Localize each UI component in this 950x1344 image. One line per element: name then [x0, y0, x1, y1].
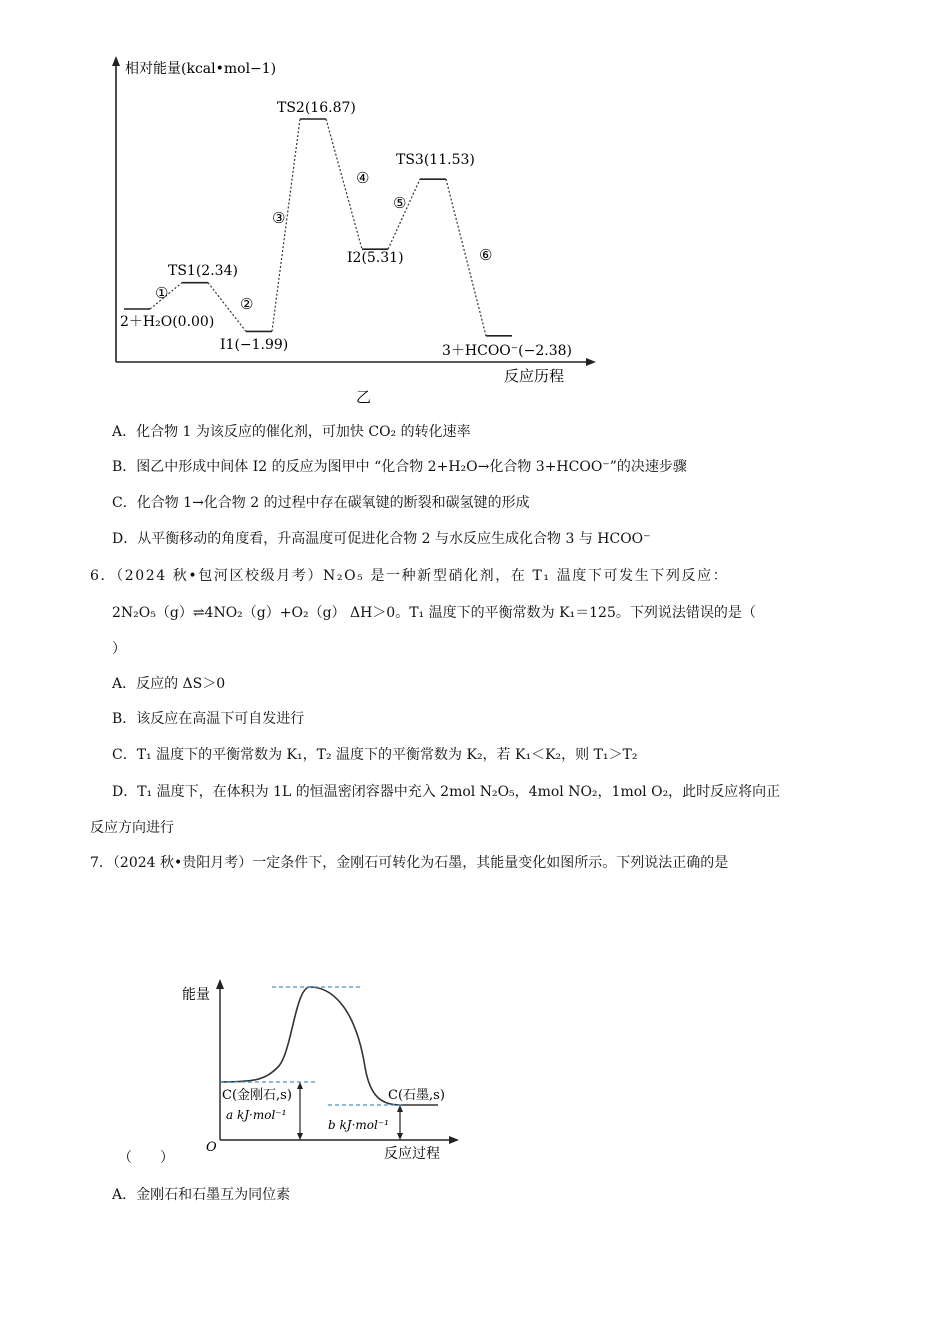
figure-caption: 乙 — [356, 388, 372, 406]
energy-level-label-6: TS3(11.53) — [396, 152, 475, 168]
q6-option-d-line2: 反应方向进行 — [90, 820, 174, 836]
step-marker-2: ② — [240, 295, 254, 313]
transition-link-5 — [388, 179, 420, 249]
q5-option-c: C．化合物 1→化合物 2 的过程中存在碳氧键的断裂和碳氢键的形成 — [112, 495, 530, 511]
step-marker-1: ① — [155, 284, 169, 302]
fig2-y-axis-arrow — [216, 979, 224, 989]
y-axis-label: 相对能量(kcal•mol−1) — [125, 61, 277, 77]
fig2-x-axis-label: 反应过程 — [384, 1146, 440, 1162]
a-value-label: a kJ·mol⁻¹ — [226, 1108, 287, 1122]
fig2-x-axis-arrow — [449, 1136, 459, 1144]
q7-option-a: A．金刚石和石墨互为同位素 — [112, 1187, 291, 1203]
q6-stem-line2: 2N₂O₅（g）⇌4NO₂（g）+O₂（g） ΔH＞0。T₁ 温度下的平衡常数为 K₁＝125。下列说法错误的是（ — [112, 605, 756, 621]
diamond-graphite-energy-figure — [160, 975, 480, 1165]
step-marker-6: ⑥ — [479, 246, 493, 264]
energy-level-label-7: 3＋HCOO⁻(−2.38) — [442, 343, 572, 359]
diamond-label: C(金刚石,s) — [222, 1088, 292, 1103]
fig2-origin-label: O — [206, 1140, 217, 1155]
energy-level-label-2: TS1(2.34) — [168, 263, 238, 279]
q5-option-a: A．化合物 1 为该反应的催化剂，可加快 CO₂ 的转化速率 — [112, 424, 471, 440]
q6-option-c: C．T₁ 温度下的平衡常数为 K₁，T₂ 温度下的平衡常数为 K₂，若 K₁＜K₂，则 T₁＞T₂ — [112, 747, 638, 763]
x-axis-label: 反应历程 — [504, 367, 565, 385]
b-arrow-head-bottom — [397, 1133, 403, 1140]
q6-option-b: B．该反应在高温下可自发进行 — [112, 711, 305, 727]
q7-stem: 7．（2024 秋•贵阳月考）一定条件下，金刚石可转化为石墨，其能量变化如图所示。下列说法正确的是 — [90, 855, 729, 871]
graphite-label: C(石墨,s) — [388, 1088, 445, 1103]
fig2-y-axis-label: 能量 — [182, 987, 210, 1003]
q5-option-d: D．从平衡移动的角度看，升高温度可促进化合物 2 与水反应生成化合物 3 与 HCOO⁻ — [112, 531, 651, 547]
x-axis-arrow — [586, 358, 596, 366]
q6-stem-line3: ） — [112, 641, 126, 657]
step-marker-5: ⑤ — [393, 194, 407, 212]
energy-level-label-5: I2(5.31) — [347, 250, 404, 266]
q6-option-d-line1: D．T₁ 温度下，在体积为 1L 的恒温密闭容器中充入 2mol N₂O₅，4mol NO₂，1mol O₂，此时反应将向正 — [112, 784, 781, 800]
step-marker-4: ④ — [356, 169, 370, 187]
energy-profile-figure — [0, 0, 950, 420]
step-marker-3: ③ — [272, 209, 286, 227]
q6-stem-line1: 6．（2024 秋•包河区校级月考）N₂O₅ 是一种新型硝化剂，在 T₁ 温度下可发生下列反应： — [90, 568, 729, 584]
energy-level-label-1: 2＋H₂O(0.00) — [120, 314, 215, 330]
energy-level-label-3: I1(−1.99) — [220, 337, 289, 353]
b-value-label: b kJ·mol⁻¹ — [328, 1118, 389, 1132]
b-arrow-head-top — [397, 1105, 403, 1112]
a-arrow-head-top — [297, 1082, 303, 1089]
y-axis-arrow — [112, 56, 120, 66]
energy-level-label-4: TS2(16.87) — [277, 100, 356, 116]
q7-answer-paren: （ ） — [118, 1150, 174, 1166]
q5-option-b: B．图乙中形成中间体 I2 的反应为图甲中 “化合物 2+H₂O→化合物 3+HCOO⁻”的决速步骤 — [112, 459, 687, 475]
q6-option-a: A．反应的 ΔS＞0 — [112, 676, 226, 692]
a-arrow-head-bottom — [297, 1133, 303, 1140]
